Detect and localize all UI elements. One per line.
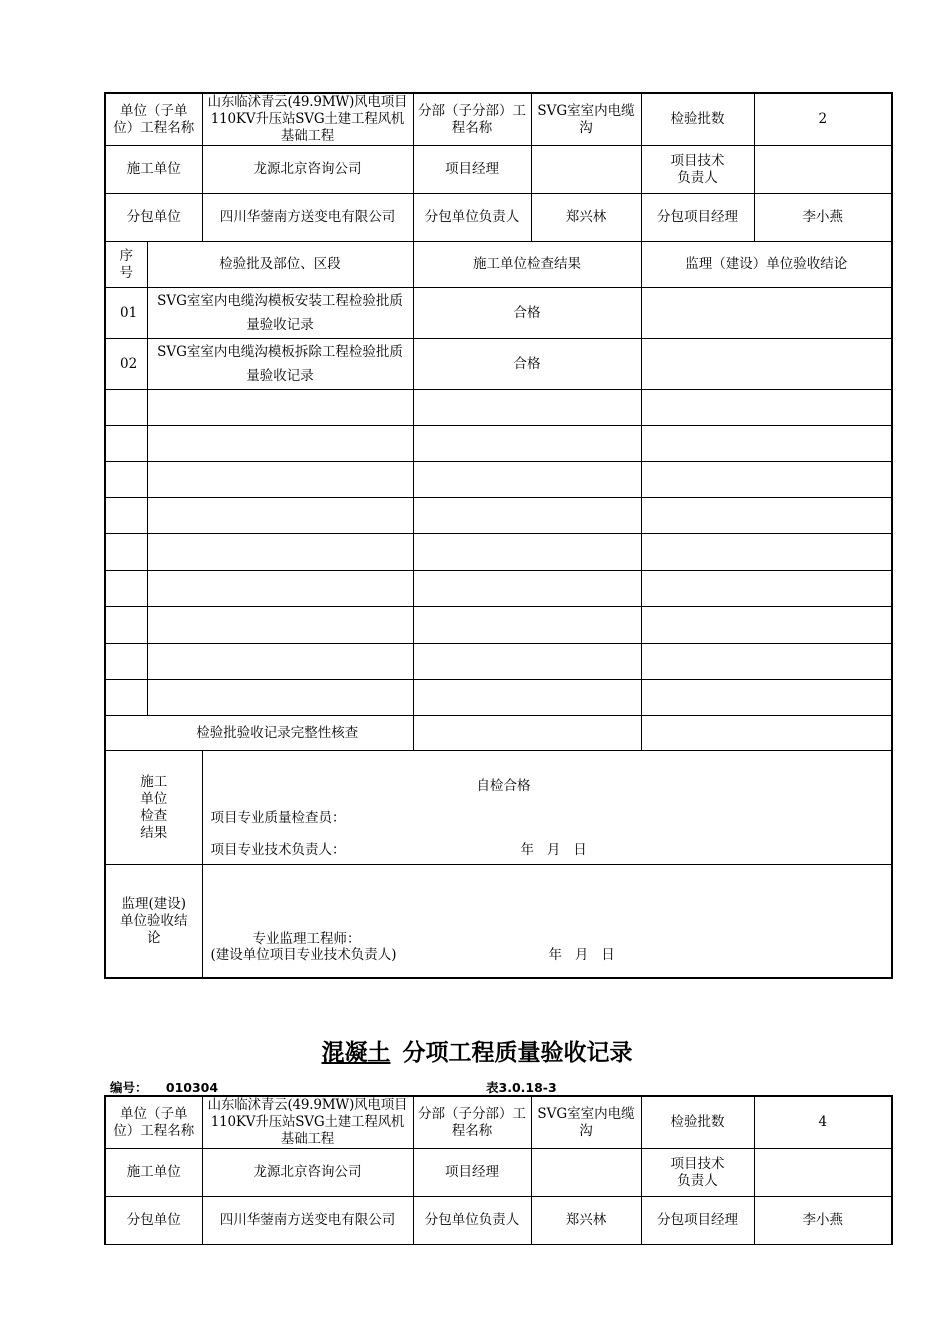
empty-row bbox=[105, 571, 892, 607]
col-result-header: 施工单位检查结果 bbox=[413, 242, 641, 288]
row-result: 合格 bbox=[413, 339, 641, 390]
empty-row bbox=[105, 607, 892, 644]
inspection-form-1 bbox=[104, 92, 893, 979]
quality-inspector-line: 项目专业质量检查员： bbox=[210, 809, 346, 826]
batch-count-value: 2 bbox=[754, 93, 892, 146]
completeness-check-conclusion bbox=[641, 716, 892, 751]
tech-lead-value bbox=[754, 146, 892, 194]
unit-project-label: 单位（子单位）工程名称 bbox=[105, 1096, 202, 1149]
contractor-check-body bbox=[202, 751, 892, 865]
unit-project-value: 山东临沭青云(49.9MW)风电项目110KV升压站SVG土建工程风机基础工程 bbox=[202, 93, 413, 146]
contractor-label: 施工单位 bbox=[105, 146, 202, 194]
contractor-value: 龙源北京咨询公司 bbox=[202, 1149, 413, 1197]
row-seq: 02 bbox=[105, 339, 147, 390]
empty-row bbox=[105, 462, 892, 498]
row-seq: 01 bbox=[105, 288, 147, 339]
subcontractor-head-label: 分包单位负责人 bbox=[413, 194, 531, 242]
subcontractor-head-value: 郑兴林 bbox=[531, 194, 641, 242]
tech-lead-label: 项目技术负责人 bbox=[641, 146, 754, 194]
supervisor-body bbox=[202, 865, 892, 979]
batch-count-label: 检验批数 bbox=[641, 93, 754, 146]
sub-project-value: SVG室室内电缆沟 bbox=[531, 93, 641, 146]
contractor-value: 龙源北京咨询公司 bbox=[202, 146, 413, 194]
contractor-check-label: 施工单位检查结果 bbox=[105, 751, 202, 865]
table-reference: 表3.0.18-3 bbox=[486, 1080, 557, 1095]
empty-row bbox=[105, 680, 892, 716]
subcontractor-value: 四川华蓥南方送变电有限公司 bbox=[202, 194, 413, 242]
unit-project-label: 单位（子单位）工程名称 bbox=[105, 93, 202, 146]
tech-lead-value bbox=[754, 1149, 892, 1197]
code-value: 010304 bbox=[165, 1080, 219, 1095]
subcontractor-head-value: 郑兴林 bbox=[531, 1197, 641, 1245]
empty-row bbox=[105, 390, 892, 426]
self-check-result: 自检合格 bbox=[476, 777, 531, 794]
supervisor-label: 监理(建设)单位验收结论 bbox=[105, 865, 202, 979]
sub-project-label: 分部（子分部）工程名称 bbox=[413, 93, 531, 146]
supervision-engineer-line: 专业监理工程师： bbox=[252, 931, 361, 947]
owner-tech-head-line: (建设单位项目专业技术负责人) bbox=[210, 947, 397, 963]
empty-row bbox=[105, 644, 892, 680]
tech-lead-label: 项目技术负责人 bbox=[641, 1149, 754, 1197]
subcontractor-pm-value: 李小燕 bbox=[754, 194, 892, 242]
sub-project-value: SVG室室内电缆沟 bbox=[531, 1096, 641, 1149]
unit-project-value: 山东临沭青云(49.9MW)风电项目110KV升压站SVG土建工程风机基础工程 bbox=[202, 1096, 413, 1149]
batch-count-value: 4 bbox=[754, 1096, 892, 1149]
title-rest: 分项工程质量验收记录 bbox=[402, 1040, 633, 1066]
inspection-form-2 bbox=[104, 1095, 893, 1245]
form-code bbox=[110, 1078, 218, 1096]
batch-count-label: 检验批数 bbox=[641, 1096, 754, 1149]
project-manager-label: 项目经理 bbox=[413, 1149, 531, 1197]
row-conclusion bbox=[641, 288, 892, 339]
title-underlined-part: 混凝土 bbox=[321, 1040, 391, 1066]
col-seq-header: 序号 bbox=[105, 242, 147, 288]
contractor-label: 施工单位 bbox=[105, 1149, 202, 1197]
subcontractor-value: 四川华蓥南方送变电有限公司 bbox=[202, 1197, 413, 1245]
completeness-check-result bbox=[413, 716, 641, 751]
subcontractor-label: 分包单位 bbox=[105, 194, 202, 242]
col-conclusion-header: 监理（建设）单位验收结论 bbox=[641, 242, 892, 288]
tech-head-line: 项目专业技术负责人： bbox=[210, 841, 346, 858]
row-item: SVG室室内电缆沟模板安装工程检验批质量验收记录 bbox=[147, 288, 413, 339]
subcontractor-label: 分包单位 bbox=[105, 1197, 202, 1245]
row-conclusion bbox=[641, 339, 892, 390]
table-row bbox=[105, 339, 892, 390]
empty-row bbox=[105, 534, 892, 571]
col-item-header: 检验批及部位、区段 bbox=[147, 242, 413, 288]
empty-row bbox=[105, 498, 892, 534]
subcontractor-head-label: 分包单位负责人 bbox=[413, 1197, 531, 1245]
project-manager-value bbox=[531, 1149, 641, 1197]
code-label: 编号： bbox=[110, 1080, 148, 1095]
completeness-check-label: 检验批验收记录完整性核查 bbox=[105, 716, 413, 751]
project-manager-label: 项目经理 bbox=[413, 146, 531, 194]
supervisor-date: 年 月 日 bbox=[548, 947, 615, 963]
row-result: 合格 bbox=[413, 288, 641, 339]
row-item: SVG室室内电缆沟模板拆除工程检验批质量验收记录 bbox=[147, 339, 413, 390]
empty-row bbox=[105, 426, 892, 462]
subcontractor-pm-label: 分包项目经理 bbox=[641, 1197, 754, 1245]
subcontractor-pm-value: 李小燕 bbox=[754, 1197, 892, 1245]
table-row bbox=[105, 288, 892, 339]
sub-project-label: 分部（子分部）工程名称 bbox=[413, 1096, 531, 1149]
project-manager-value bbox=[531, 146, 641, 194]
page-title bbox=[0, 1034, 950, 1067]
contractor-date: 年 月 日 bbox=[520, 841, 587, 858]
subcontractor-pm-label: 分包项目经理 bbox=[641, 194, 754, 242]
